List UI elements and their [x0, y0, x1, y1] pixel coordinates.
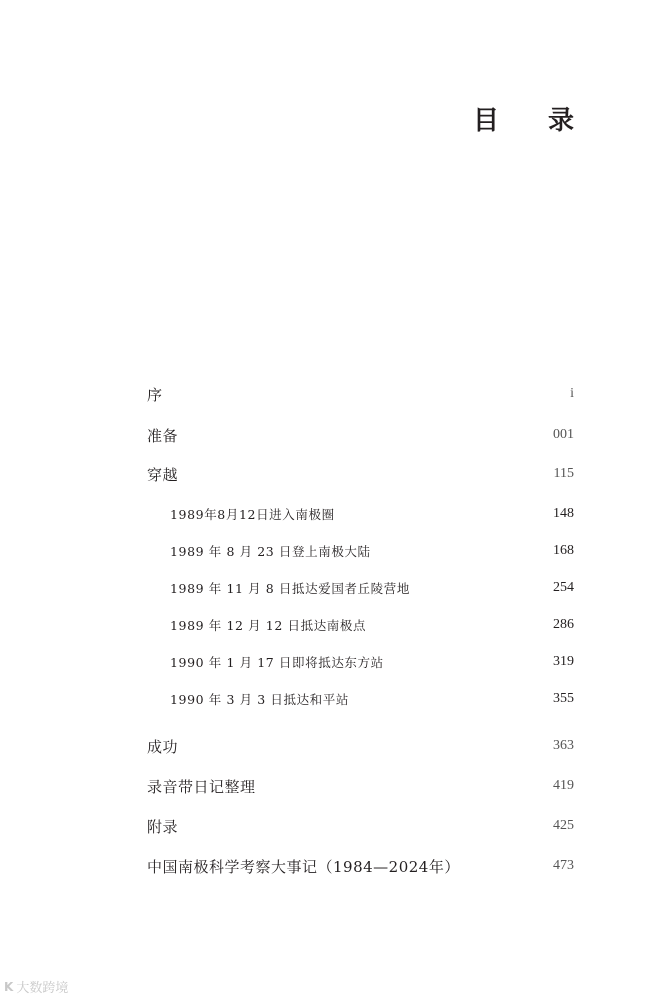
watermark-text: 大数跨境 [16, 981, 69, 996]
toc-entry-chronicle[interactable] [147, 854, 574, 878]
toc-entry-label: 附录 [147, 817, 179, 836]
toc-entry-crossing[interactable] [147, 462, 574, 486]
toc-subentry-page: 355 [553, 691, 574, 706]
toc-subentry-page: 254 [553, 580, 574, 595]
toc-entry-preface[interactable] [147, 382, 574, 406]
toc-subentry-landing[interactable] [170, 539, 574, 563]
toc-entry-label: 中国南极科学考察大事记（1984—2024年） [147, 857, 460, 876]
toc-entry-appendix[interactable] [147, 814, 574, 838]
toc-entry-label: 成功 [147, 737, 179, 756]
toc-entry-success[interactable] [147, 734, 574, 758]
toc-subentry-label: 1989 年 12 月 12 日抵达南极点 [170, 618, 367, 633]
toc-subentry-antarctic-circle[interactable] [170, 502, 574, 526]
toc-subentry-label: 1990 年 3 月 3 日抵达和平站 [170, 692, 349, 707]
toc-entry-page: 001 [553, 427, 574, 442]
toc-subentry-label: 1989 年 11 月 8 日抵达爱国者丘陵营地 [170, 581, 410, 596]
toc-subentry-label: 1989年8月12日进入南极圈 [170, 507, 335, 522]
toc-subentry-page: 319 [553, 654, 574, 669]
toc-entry-page: 363 [553, 738, 574, 753]
toc-entry-page: i [570, 386, 574, 401]
toc-subentry-south-pole[interactable] [170, 613, 574, 637]
toc-subentry-mirny[interactable] [170, 687, 574, 711]
toc-entry-label: 录音带日记整理 [147, 777, 256, 796]
toc-subentry-page: 168 [553, 543, 574, 558]
toc-entry-tape-diary[interactable] [147, 774, 574, 798]
watermark [4, 977, 68, 996]
watermark-logo-icon: K [4, 979, 14, 994]
toc-entry-page: 473 [553, 858, 574, 873]
toc-subentry-page: 148 [553, 506, 574, 521]
toc-entry-label: 序 [147, 385, 163, 404]
toc-subentry-label: 1989 年 8 月 23 日登上南极大陆 [170, 544, 371, 559]
toc-entry-page: 425 [553, 818, 574, 833]
toc-subentry-patriot-hills[interactable] [170, 576, 574, 600]
toc-entry-page: 419 [553, 778, 574, 793]
toc-entry-label: 准备 [147, 426, 179, 445]
toc-entry-label: 穿越 [147, 465, 179, 484]
page-title: 目 录 [472, 106, 594, 136]
toc-subentry-label: 1990 年 1 月 17 日即将抵达东方站 [170, 655, 384, 670]
toc-subentry-vostok[interactable] [170, 650, 574, 674]
toc-entry-preparation[interactable] [147, 423, 574, 447]
toc-entry-page: 115 [553, 466, 574, 481]
toc-subentry-page: 286 [553, 617, 574, 632]
